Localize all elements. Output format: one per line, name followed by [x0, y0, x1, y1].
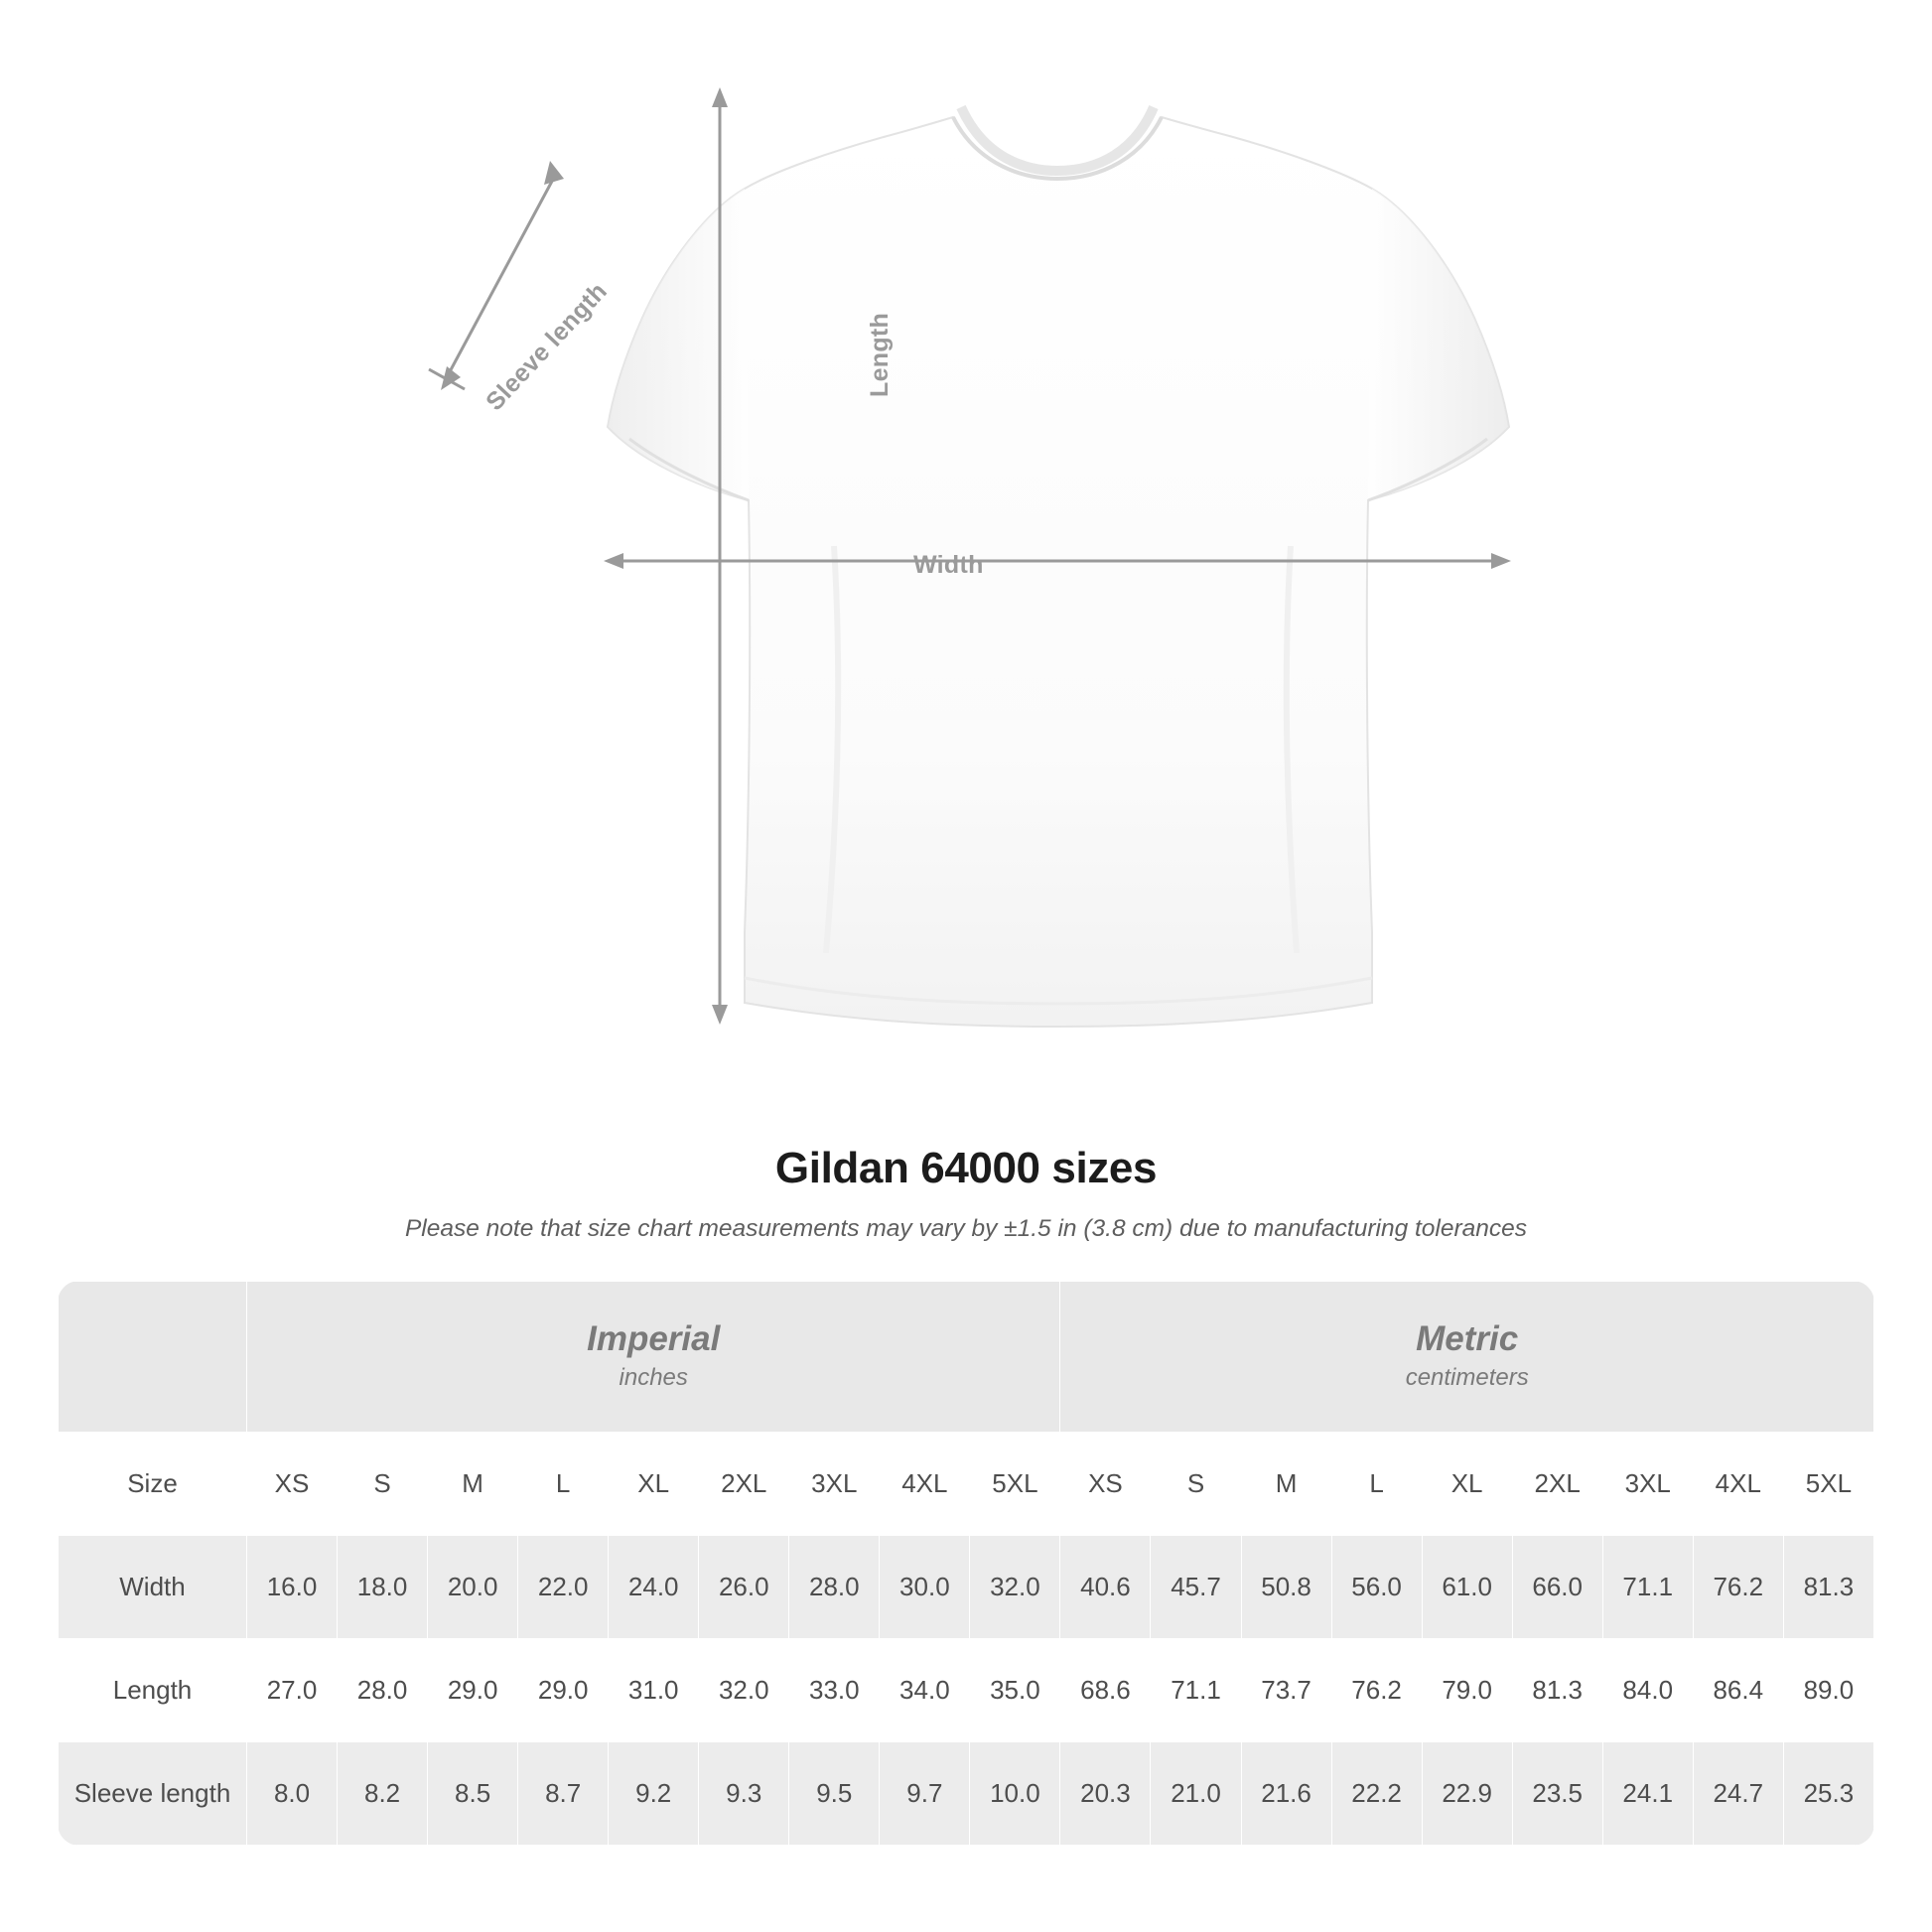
- size-header-cell: M: [428, 1433, 518, 1536]
- cell-value: 33.0: [789, 1639, 880, 1742]
- cell-value: 22.0: [518, 1536, 609, 1639]
- cell-value: 9.2: [609, 1742, 699, 1846]
- cell-value: 81.3: [1512, 1639, 1602, 1742]
- width-dimension-label: Width: [913, 551, 984, 579]
- sleeve-length-dimension-label: Sleeve length: [481, 277, 614, 417]
- cell-value: 28.0: [338, 1639, 428, 1742]
- cell-value: 8.5: [428, 1742, 518, 1846]
- size-header-cell: S: [1151, 1433, 1241, 1536]
- cell-value: 79.0: [1422, 1639, 1512, 1742]
- size-header-cell: XS: [1060, 1433, 1151, 1536]
- size-header-cell: L: [1331, 1433, 1422, 1536]
- unit-sub-metric: centimeters: [1405, 1364, 1529, 1392]
- cell-value: 86.4: [1693, 1639, 1783, 1742]
- cell-value: 31.0: [609, 1639, 699, 1742]
- table-row: [59, 1742, 1874, 1846]
- cell-value: 8.7: [518, 1742, 609, 1846]
- cell-value: 26.0: [699, 1536, 789, 1639]
- cell-value: 73.7: [1241, 1639, 1331, 1742]
- size-header-cell: 4XL: [880, 1433, 970, 1536]
- size-chart-table: [58, 1281, 1874, 1846]
- cell-value: 71.1: [1151, 1639, 1241, 1742]
- cell-value: 16.0: [247, 1536, 338, 1639]
- size-chart-table-wrapper: [58, 1281, 1874, 1846]
- cell-value: 24.7: [1693, 1742, 1783, 1846]
- cell-value: 8.0: [247, 1742, 338, 1846]
- cell-value: 29.0: [428, 1639, 518, 1742]
- size-header-cell: XL: [609, 1433, 699, 1536]
- unit-header-metric: [1060, 1282, 1874, 1433]
- cell-value: 9.7: [880, 1742, 970, 1846]
- cell-value: 32.0: [970, 1536, 1060, 1639]
- table-row: [59, 1536, 1874, 1639]
- cell-value: 56.0: [1331, 1536, 1422, 1639]
- cell-value: 29.0: [518, 1639, 609, 1742]
- unit-header-row: [59, 1282, 1874, 1433]
- row-label-length: Length: [59, 1639, 247, 1742]
- cell-value: 22.9: [1422, 1742, 1512, 1846]
- cell-value: 9.5: [789, 1742, 880, 1846]
- size-header-cell: 2XL: [699, 1433, 789, 1536]
- cell-value: 45.7: [1151, 1536, 1241, 1639]
- cell-value: 24.0: [609, 1536, 699, 1639]
- cell-value: 20.3: [1060, 1742, 1151, 1846]
- size-header-cell: L: [518, 1433, 609, 1536]
- cell-value: 76.2: [1693, 1536, 1783, 1639]
- cell-value: 81.3: [1783, 1536, 1873, 1639]
- size-header-label: Size: [59, 1433, 247, 1536]
- unit-header-imperial: [247, 1282, 1060, 1433]
- cell-value: 34.0: [880, 1639, 970, 1742]
- cell-value: 40.6: [1060, 1536, 1151, 1639]
- row-label-width: Width: [59, 1536, 247, 1639]
- cell-value: 10.0: [970, 1742, 1060, 1846]
- cell-value: 30.0: [880, 1536, 970, 1639]
- size-header-cell: 2XL: [1512, 1433, 1602, 1536]
- size-header-cell: S: [338, 1433, 428, 1536]
- size-header-cell: 3XL: [1602, 1433, 1693, 1536]
- table-row: [59, 1639, 1874, 1742]
- cell-value: 66.0: [1512, 1536, 1602, 1639]
- unit-sub-imperial: inches: [619, 1364, 688, 1392]
- cell-value: 20.0: [428, 1536, 518, 1639]
- cell-value: 27.0: [247, 1639, 338, 1742]
- cell-value: 50.8: [1241, 1536, 1331, 1639]
- size-header-cell: 5XL: [1783, 1433, 1873, 1536]
- cell-value: 71.1: [1602, 1536, 1693, 1639]
- cell-value: 22.2: [1331, 1742, 1422, 1846]
- cell-value: 21.0: [1151, 1742, 1241, 1846]
- size-header-cell: 5XL: [970, 1433, 1060, 1536]
- unit-header-spacer: [59, 1282, 247, 1433]
- page-title: Gildan 64000 sizes: [774, 1144, 1158, 1192]
- size-header-cell: XL: [1422, 1433, 1512, 1536]
- cell-value: 8.2: [338, 1742, 428, 1846]
- size-header-cell: M: [1241, 1433, 1331, 1536]
- size-header-row: [59, 1433, 1874, 1536]
- cell-value: 25.3: [1783, 1742, 1873, 1846]
- row-label-sleeve-length: Sleeve length: [59, 1742, 247, 1846]
- cell-value: 35.0: [970, 1639, 1060, 1742]
- cell-value: 21.6: [1241, 1742, 1331, 1846]
- size-header-cell: 3XL: [789, 1433, 880, 1536]
- size-header-cell: 4XL: [1693, 1433, 1783, 1536]
- cell-value: 32.0: [699, 1639, 789, 1742]
- length-dimension-label: Length: [866, 312, 894, 397]
- cell-value: 28.0: [789, 1536, 880, 1639]
- unit-name-imperial: Imperial: [587, 1318, 721, 1358]
- cell-value: 18.0: [338, 1536, 428, 1639]
- size-header-cell: XS: [247, 1433, 338, 1536]
- cell-value: 76.2: [1331, 1639, 1422, 1742]
- cell-value: 61.0: [1422, 1536, 1512, 1639]
- title-block: [0, 1144, 1932, 1243]
- unit-name-metric: Metric: [1416, 1318, 1519, 1358]
- cell-value: 9.3: [699, 1742, 789, 1846]
- tolerance-note: Please note that size chart measurements may vary by ±1.5 in (3.8 cm) due to manufacturing tolerances: [404, 1215, 1528, 1242]
- cell-value: 89.0: [1783, 1639, 1873, 1742]
- cell-value: 23.5: [1512, 1742, 1602, 1846]
- cell-value: 84.0: [1602, 1639, 1693, 1742]
- cell-value: 24.1: [1602, 1742, 1693, 1846]
- cell-value: 68.6: [1060, 1639, 1151, 1742]
